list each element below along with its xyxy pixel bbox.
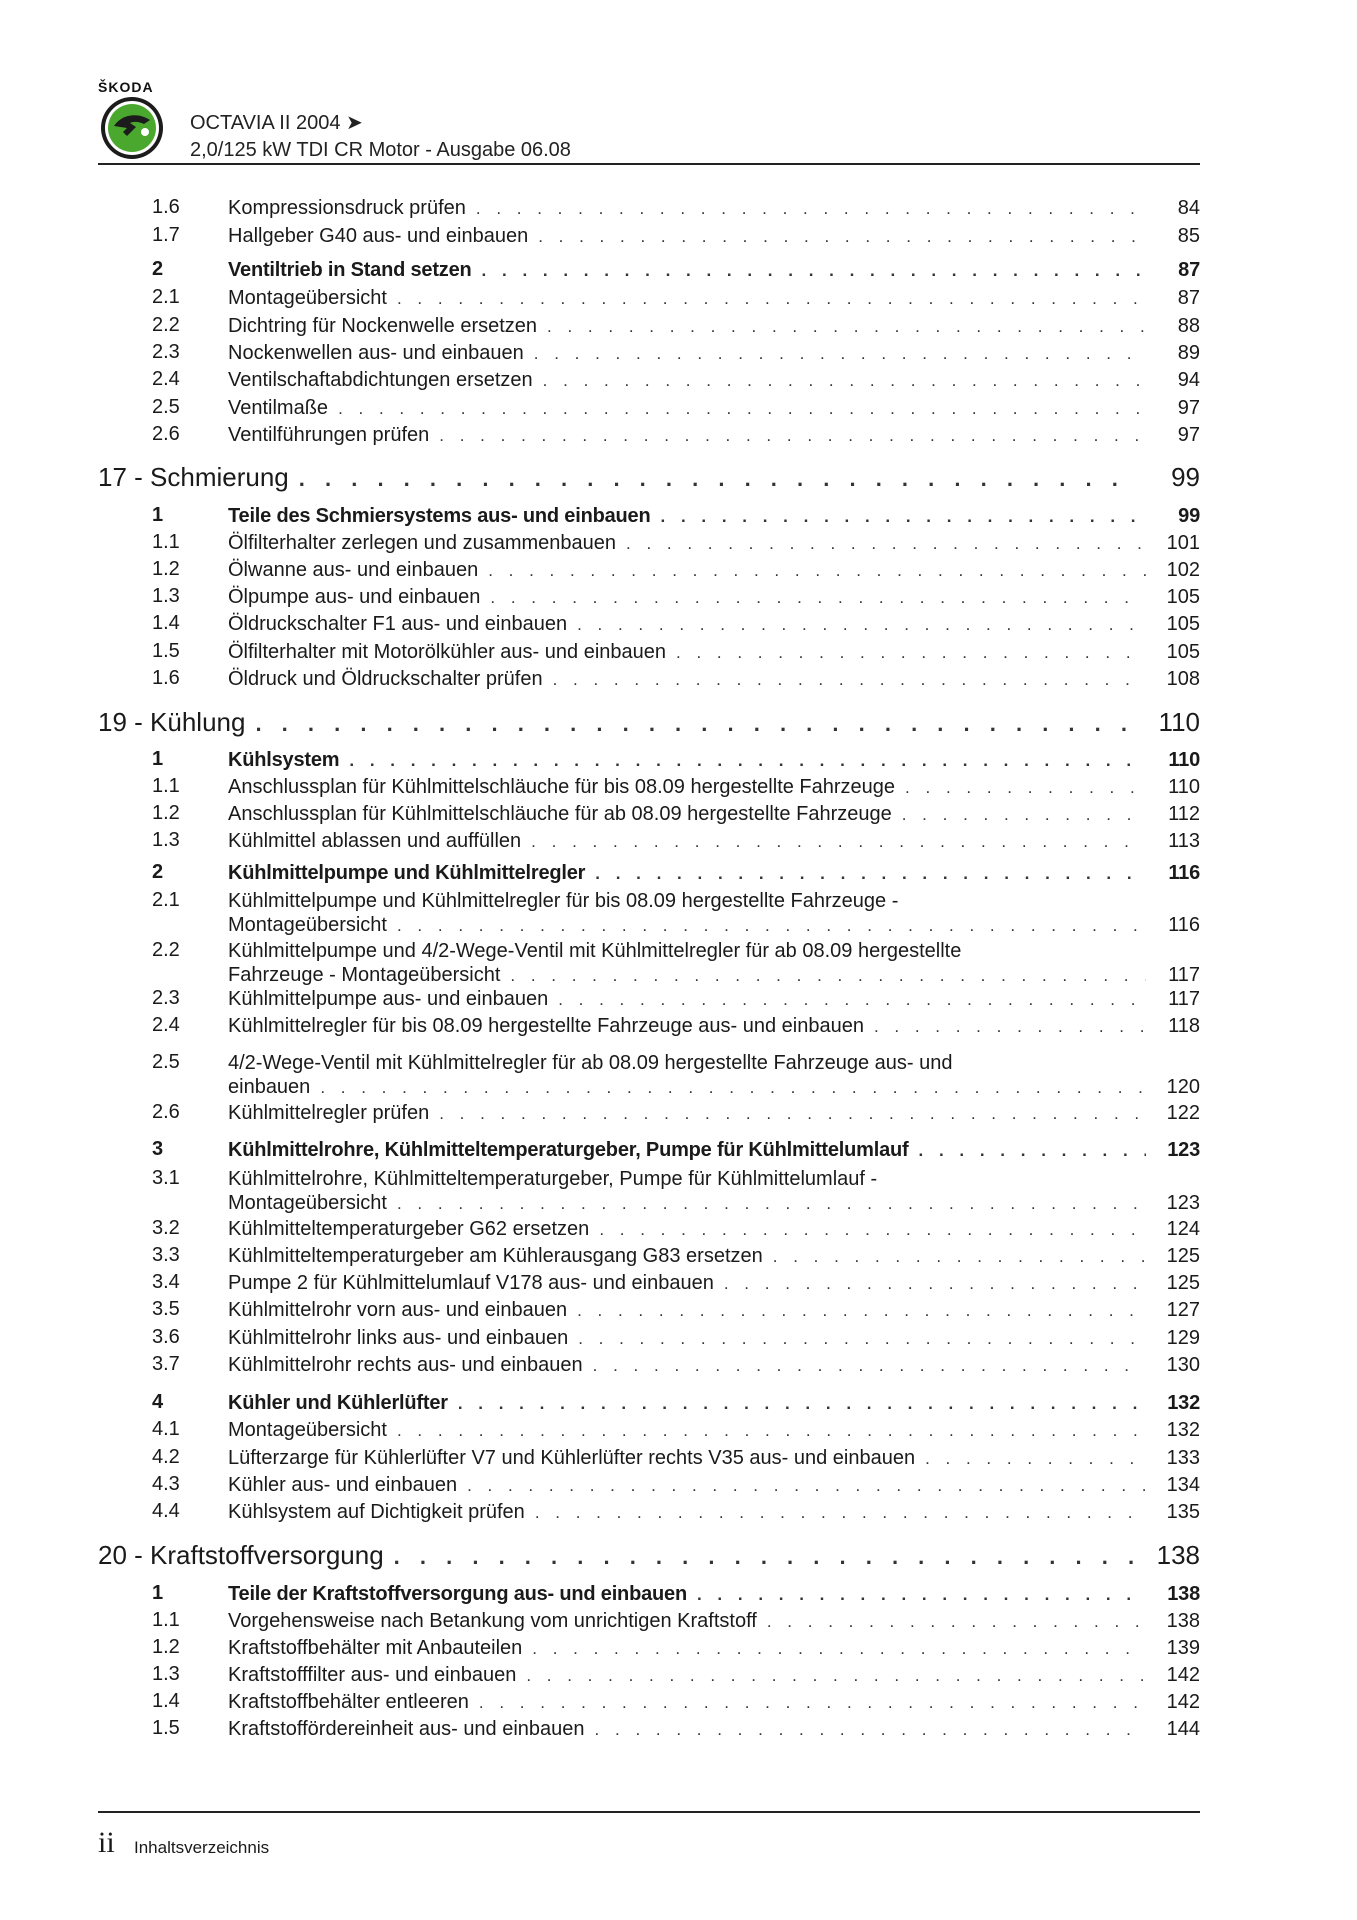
- toc-section-heading[interactable]: [98, 1540, 1200, 1570]
- entry-number: 1.7: [152, 224, 180, 246]
- entry-page: 134: [1166, 1474, 1200, 1496]
- entry-title: Kraftstoffbehälter entleeren: [228, 1691, 469, 1713]
- dot-leader: [479, 1692, 1146, 1714]
- entry-page: 110: [1168, 749, 1200, 771]
- entry-number: 1.1: [152, 531, 180, 553]
- entry-page: 97: [1177, 424, 1200, 446]
- entry-title: Ventiltrieb in Stand setzen: [228, 259, 472, 281]
- dot-leader: [558, 989, 1146, 1011]
- entry-title: Kühlsystem: [228, 749, 340, 771]
- entry-page: 125: [1166, 1272, 1200, 1294]
- entry-title: Lüfterzarge für Kühlerlüfter V7 und Kühlerlüfter rechts V35 aus- und einbauen: [228, 1447, 916, 1469]
- entry-title: Fahrzeuge - Montageübersicht: [228, 964, 501, 986]
- entry-page: 113: [1168, 830, 1200, 852]
- entry-page: 133: [1166, 1447, 1200, 1469]
- dot-leader: [320, 1077, 1146, 1099]
- entry-title: Kühlmittelregler für bis 08.09 hergestellte Fahrzeuge aus- und einbauen: [228, 1015, 864, 1037]
- entry-title: Kraftstofffilter aus- und einbauen: [228, 1664, 517, 1686]
- entry-page: 97: [1177, 397, 1200, 419]
- entry-number: 4.4: [152, 1500, 180, 1522]
- entry-page: 108: [1166, 668, 1200, 690]
- entry-page: 138: [1166, 1610, 1200, 1632]
- entry-number: 3.7: [152, 1353, 180, 1375]
- entry-page: 117: [1168, 964, 1200, 986]
- dot-leader: [661, 506, 1147, 528]
- dot-leader: [467, 1475, 1146, 1497]
- entry-page: 132: [1166, 1419, 1200, 1441]
- dot-leader: [299, 466, 1134, 492]
- entry-title: Kühlsystem auf Dichtigkeit prüfen: [228, 1501, 525, 1523]
- entry-title: Öldruck und Öldruckschalter prüfen: [228, 668, 543, 690]
- entry-title-line1: 4/2-Wege-Ventil mit Kühlmittelregler für ab 08.09 hergestellte Fahrzeuge aus- und: [228, 1052, 953, 1074]
- dot-leader: [547, 316, 1146, 338]
- dot-leader: [902, 804, 1146, 826]
- entry-title-line1: Kühlmittelrohre, Kühlmitteltemperaturgeber, Pumpe für Kühlmittelumlauf -: [228, 1168, 878, 1190]
- entry-page: 142: [1166, 1664, 1200, 1686]
- entry-title: Montageübersicht: [228, 287, 387, 309]
- entry-number: 4.1: [152, 1418, 180, 1440]
- dot-leader: [595, 863, 1146, 885]
- entry-page: 87: [1178, 259, 1200, 281]
- entry-number: 2.3: [152, 987, 180, 1009]
- entry-page: 88: [1177, 315, 1200, 337]
- entry-number: 2: [152, 861, 164, 883]
- dot-leader: [482, 260, 1146, 282]
- entry-number: 1.2: [152, 558, 180, 580]
- entry-number: 2.1: [152, 889, 180, 911]
- entry-number: 1.3: [152, 1663, 180, 1685]
- entry-title: Kühlmittelregler prüfen: [228, 1102, 430, 1124]
- entry-number: 2.1: [152, 286, 180, 308]
- entry-page: 124: [1166, 1218, 1200, 1240]
- dot-leader: [577, 614, 1146, 636]
- toc-section-heading[interactable]: [98, 462, 1200, 492]
- dot-leader: [397, 1193, 1146, 1215]
- entry-page: 120: [1166, 1076, 1200, 1098]
- entry-number: 3.3: [152, 1244, 180, 1266]
- entry-page: 138: [1167, 1583, 1200, 1605]
- dot-leader: [397, 915, 1146, 937]
- entry-number: 2.2: [152, 314, 180, 336]
- dot-leader: [626, 533, 1146, 555]
- entry-page: 118: [1168, 1015, 1200, 1037]
- entry-number: 3.4: [152, 1271, 180, 1293]
- entry-number: 2.5: [152, 1051, 180, 1073]
- dot-leader: [676, 642, 1146, 664]
- entry-number: 1: [152, 748, 164, 770]
- entry-number: 1.5: [152, 640, 180, 662]
- entry-page: 116: [1168, 914, 1200, 936]
- entry-title: Hallgeber G40 aus- und einbauen: [228, 225, 529, 247]
- entry-title: einbauen: [228, 1076, 311, 1098]
- entry-number: 2.3: [152, 341, 180, 363]
- entry-page: 130: [1166, 1354, 1200, 1376]
- entry-number: 1.6: [152, 196, 180, 218]
- entry-number: 2.4: [152, 368, 180, 390]
- dot-leader: [476, 198, 1146, 220]
- entry-number: 3.5: [152, 1298, 180, 1320]
- dot-leader: [349, 750, 1146, 772]
- entry-title: Anschlussplan für Kühlmittelschläuche für ab 08.09 hergestellte Fahrzeuge: [228, 803, 892, 825]
- page-number: ii: [98, 1826, 115, 1859]
- entry-page: 144: [1166, 1718, 1200, 1740]
- entry-page: 123: [1166, 1192, 1200, 1214]
- entry-title: Kühlmittelrohr links aus- und einbauen: [228, 1327, 569, 1349]
- brand-wordmark: ŠKODA: [98, 79, 154, 95]
- dot-leader: [397, 288, 1146, 310]
- dot-leader: [532, 1638, 1146, 1660]
- section-title: 20 - Kraftstoffversorgung: [98, 1540, 384, 1570]
- entry-title: Kühlmittelpumpe aus- und einbauen: [228, 988, 549, 1010]
- entry-page: 142: [1166, 1691, 1200, 1713]
- toc-section-heading[interactable]: [98, 707, 1200, 737]
- entry-number: 3.2: [152, 1217, 180, 1239]
- dot-leader: [543, 370, 1146, 392]
- dot-leader: [458, 1393, 1146, 1415]
- dot-leader: [534, 343, 1146, 365]
- entry-number: 1.1: [152, 775, 180, 797]
- dot-leader: [535, 1502, 1146, 1524]
- entry-number: 1.4: [152, 1690, 180, 1712]
- entry-page: 105: [1166, 641, 1200, 663]
- section-page: 99: [1171, 462, 1200, 492]
- entry-number: 4.3: [152, 1473, 180, 1495]
- dot-leader: [255, 711, 1134, 737]
- dot-leader: [531, 831, 1146, 853]
- dot-leader: [593, 1355, 1146, 1377]
- entry-title: Öldruckschalter F1 aus- und einbauen: [228, 613, 568, 635]
- dot-leader: [553, 669, 1146, 691]
- entry-title: Ölwanne aus- und einbauen: [228, 559, 479, 581]
- entry-title: Montageübersicht: [228, 1419, 387, 1441]
- entry-page: 89: [1177, 342, 1200, 364]
- section-page: 138: [1156, 1540, 1200, 1570]
- entry-number: 1.2: [152, 802, 180, 824]
- dot-leader: [874, 1016, 1146, 1038]
- entry-number: 4.2: [152, 1446, 180, 1468]
- dot-leader: [338, 398, 1146, 420]
- entry-title: Dichtring für Nockenwelle ersetzen: [228, 315, 538, 337]
- dot-leader: [439, 425, 1146, 447]
- dot-leader: [538, 226, 1146, 248]
- entry-title: Montageübersicht: [228, 1192, 387, 1214]
- entry-number: 1.1: [152, 1609, 180, 1631]
- entry-title: Kühlmittel ablassen und auffüllen: [228, 830, 522, 852]
- entry-title: Ölfilterhalter zerlegen und zusammenbauen: [228, 532, 616, 554]
- entry-title: Teile des Schmiersystems aus- und einbauen: [228, 505, 651, 527]
- entry-title: Ventilmaße: [228, 397, 329, 419]
- entry-number: 1.6: [152, 667, 180, 689]
- dot-leader: [773, 1246, 1146, 1268]
- entry-number: 3.1: [152, 1167, 180, 1189]
- entry-title: Kühlmitteltemperaturgeber G62 ersetzen: [228, 1218, 590, 1240]
- entry-title: Kraftstoffördereinheit aus- und einbauen: [228, 1718, 585, 1740]
- dot-leader: [697, 1584, 1146, 1606]
- entry-title: Montageübersicht: [228, 914, 387, 936]
- entry-title: Vorgehensweise nach Betankung vom unrichtigen Kraftstoff: [228, 1610, 757, 1632]
- dot-leader: [526, 1665, 1146, 1687]
- entry-title: Teile der Kraftstoffversorgung aus- und einbauen: [228, 1583, 687, 1605]
- entry-title: Ölpumpe aus- und einbauen: [228, 586, 481, 608]
- entry-number: 1: [152, 504, 164, 526]
- entry-page: 127: [1166, 1299, 1200, 1321]
- entry-number: 1.3: [152, 585, 180, 607]
- dot-leader: [397, 1420, 1146, 1442]
- section-title: 19 - Kühlung: [98, 707, 246, 737]
- entry-number: 3: [152, 1138, 164, 1160]
- dot-leader: [767, 1611, 1146, 1633]
- entry-page: 112: [1168, 803, 1200, 825]
- entry-number: 3.6: [152, 1326, 180, 1348]
- entry-page: 129: [1166, 1327, 1200, 1349]
- entry-title: Kühlmittelrohr vorn aus- und einbauen: [228, 1299, 568, 1321]
- header-divider: [98, 163, 1200, 165]
- entry-page: 84: [1177, 197, 1200, 219]
- entry-title: Kühlmittelrohr rechts aus- und einbauen: [228, 1354, 583, 1376]
- entry-page: 139: [1166, 1637, 1200, 1659]
- entry-number: 2.6: [152, 1101, 180, 1123]
- entry-title-line1: Kühlmittelpumpe und 4/2-Wege-Ventil mit Kühlmittelregler für ab 08.09 hergestellte: [228, 940, 962, 962]
- entry-page: 102: [1166, 559, 1200, 581]
- entry-title: Kühlmittelpumpe und Kühlmittelregler: [228, 862, 586, 884]
- entry-title: Kühler und Kühlerlüfter: [228, 1392, 448, 1414]
- entry-page: 122: [1166, 1102, 1200, 1124]
- entry-title: Kühlmittelrohre, Kühlmitteltemperaturgeber, Pumpe für Kühlmittelumlauf: [228, 1139, 909, 1161]
- dot-leader: [394, 1544, 1134, 1570]
- entry-title: Ölfilterhalter mit Motorölkühler aus- und einbauen: [228, 641, 666, 663]
- entry-title-line1: Kühlmittelpumpe und Kühlmittelregler für bis 08.09 hergestellte Fahrzeuge -: [228, 890, 899, 912]
- dot-leader: [490, 587, 1146, 609]
- entry-number: 1.4: [152, 612, 180, 634]
- entry-page: 85: [1177, 225, 1200, 247]
- entry-number: 2.5: [152, 396, 180, 418]
- entry-page: 101: [1166, 532, 1200, 554]
- entry-title: Kühler aus- und einbauen: [228, 1474, 458, 1496]
- skoda-logo-icon: [100, 96, 164, 160]
- footer-divider: [98, 1811, 1200, 1813]
- dot-leader: [724, 1273, 1146, 1295]
- document-title: OCTAVIA II 2004 ➤: [190, 112, 363, 134]
- entry-page: 99: [1178, 505, 1200, 527]
- entry-page: 117: [1168, 988, 1200, 1010]
- entry-title: Ventilschaftabdichtungen ersetzen: [228, 369, 533, 391]
- section-title: 17 - Schmierung: [98, 462, 289, 492]
- entry-title: Kühlmitteltemperaturgeber am Kühlerausgang G83 ersetzen: [228, 1245, 763, 1267]
- entry-page: 123: [1167, 1139, 1200, 1161]
- entry-number: 1.5: [152, 1717, 180, 1739]
- entry-page: 135: [1166, 1501, 1200, 1523]
- entry-page: 87: [1177, 287, 1200, 309]
- entry-page: 116: [1168, 862, 1200, 884]
- dot-leader: [599, 1219, 1146, 1241]
- entry-title: Kraftstoffbehälter mit Anbauteilen: [228, 1637, 523, 1659]
- entry-number: 2.6: [152, 423, 180, 445]
- footer-label: Inhaltsverzeichnis: [134, 1838, 270, 1857]
- dot-leader: [578, 1328, 1146, 1350]
- dot-leader: [919, 1140, 1146, 1162]
- entry-page: 105: [1166, 586, 1200, 608]
- dot-leader: [925, 1448, 1146, 1470]
- section-page: 110: [1158, 707, 1200, 737]
- entry-number: 2.2: [152, 939, 180, 961]
- entry-number: 2.4: [152, 1014, 180, 1036]
- dot-leader: [905, 777, 1146, 799]
- dot-leader: [595, 1719, 1146, 1741]
- entry-page: 105: [1166, 613, 1200, 635]
- entry-number: 1: [152, 1582, 164, 1604]
- entry-number: 4: [152, 1391, 164, 1413]
- entry-title: Anschlussplan für Kühlmittelschläuche für bis 08.09 hergestellte Fahrzeuge: [228, 776, 896, 798]
- entry-page: 110: [1168, 776, 1200, 798]
- entry-number: 1.3: [152, 829, 180, 851]
- entry-page: 125: [1166, 1245, 1200, 1267]
- entry-number: 2: [152, 258, 164, 280]
- dot-leader: [439, 1103, 1146, 1125]
- dot-leader: [510, 965, 1146, 987]
- entry-number: 1.2: [152, 1636, 180, 1658]
- entry-title: Kompressionsdruck prüfen: [228, 197, 466, 219]
- entry-title: Ventilführungen prüfen: [228, 424, 430, 446]
- entry-page: 132: [1167, 1392, 1200, 1414]
- entry-title: Nockenwellen aus- und einbauen: [228, 342, 524, 364]
- document-subtitle: 2,0/125 kW TDI CR Motor - Ausgabe 06.08: [190, 139, 571, 161]
- entry-title: Pumpe 2 für Kühlmittelumlauf V178 aus- und einbauen: [228, 1272, 714, 1294]
- dot-leader: [488, 560, 1146, 582]
- entry-page: 94: [1177, 369, 1200, 391]
- dot-leader: [577, 1300, 1146, 1322]
